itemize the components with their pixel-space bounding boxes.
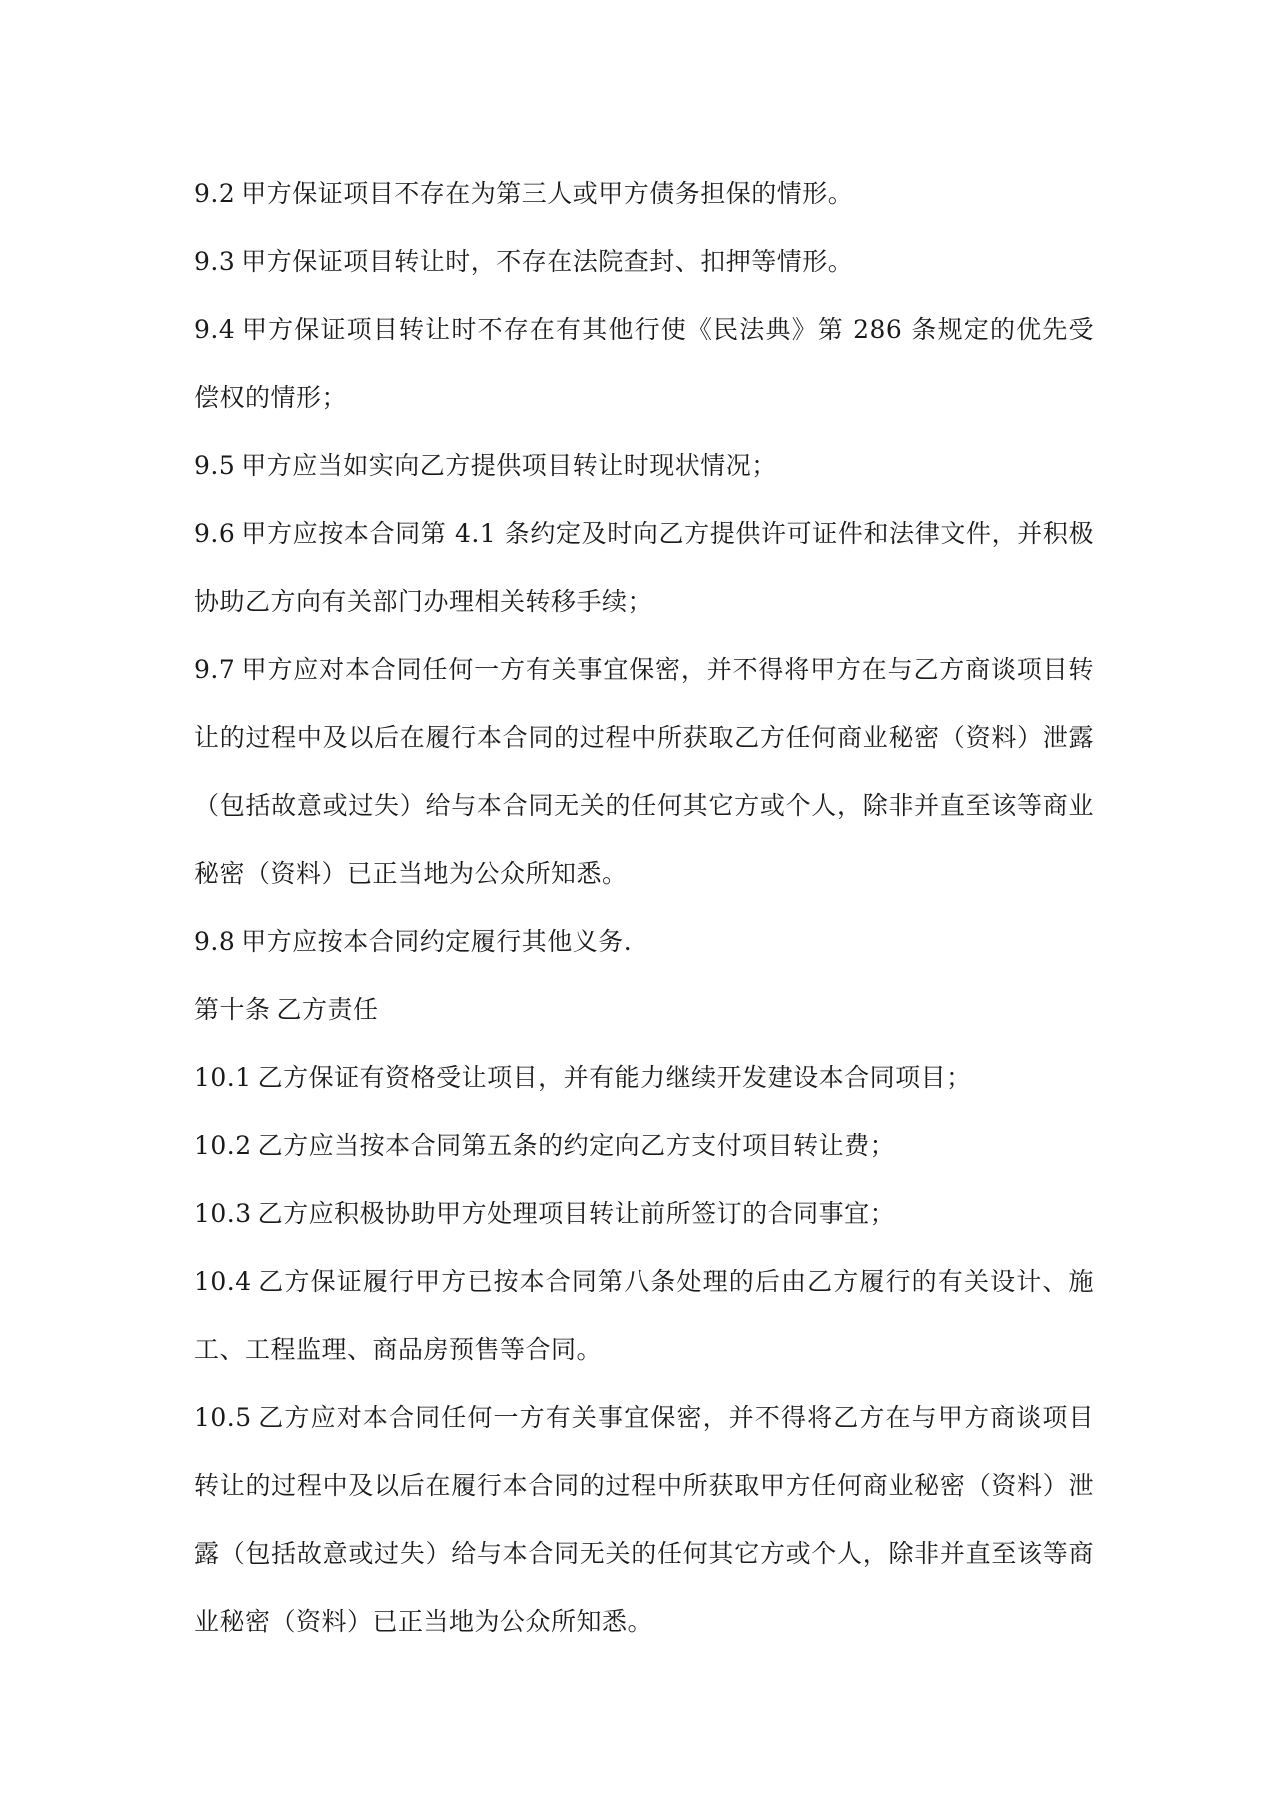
clause-text: 甲方应当如实向乙方提供项目转让时现状情况；	[241, 451, 777, 480]
clause-text: 乙方应当按本合同第五条的约定向乙方支付项目转让费；	[257, 1131, 896, 1160]
clause-10-1	[194, 1044, 1094, 1112]
clause-10-4	[194, 1248, 1094, 1384]
article-title: 乙方责任	[276, 995, 379, 1024]
clause-9-3	[194, 228, 1094, 296]
clause-text: 甲方保证项目不存在为第三人或甲方债务担保的情形。	[241, 179, 854, 208]
clause-9-6	[194, 500, 1094, 636]
clause-text: 乙方保证履行甲方已按本合同第八条处理的后由乙方履行的有关设计、施工、工程监理、商品房预售等合同。	[194, 1267, 1094, 1364]
clause-number: 9.8	[194, 927, 236, 956]
clause-text: 甲方保证项目转让时，不存在法院查封、扣押等情形。	[241, 247, 854, 276]
clause-number: 9.3	[194, 247, 236, 276]
clause-number: 9.6	[194, 519, 236, 548]
clause-10-5	[194, 1384, 1094, 1656]
clause-number: 10.4	[194, 1267, 252, 1296]
clause-number: 9.2	[194, 179, 236, 208]
clause-9-2	[194, 160, 1094, 228]
clause-9-8	[194, 908, 1094, 976]
clause-text: 甲方保证项目转让时不存在有其他行使《民法典》第 286 条规定的优先受偿权的情形；	[194, 315, 1094, 412]
clause-number: 10.1	[194, 1063, 252, 1092]
clause-number: 10.2	[194, 1131, 252, 1160]
clause-text: 乙方保证有资格受让项目，并有能力继续开发建设本合同项目；	[257, 1063, 972, 1092]
clause-text: 甲方应按本合同第 4.1 条约定及时向乙方提供许可证件和法律文件，并积极协助乙方向有关部门办理相关转移手续；	[194, 519, 1094, 616]
article-number: 第十条	[194, 995, 271, 1024]
clause-9-5	[194, 432, 1094, 500]
clause-9-7	[194, 636, 1094, 908]
clause-number: 10.5	[194, 1403, 252, 1432]
clause-number: 9.7	[194, 655, 236, 684]
clause-text: 乙方应对本合同任何一方有关事宜保密，并不得将乙方在与甲方商谈项目转让的过程中及以后在履行本合同的过程中所获取甲方任何商业秘密（资料）泄露（包括故意或过失）给与本合同无关的任何其它方或个人，除非并直至该等商业秘密（资料）已正当地为公众所知悉。	[194, 1403, 1094, 1636]
clause-text: 甲方应对本合同任何一方有关事宜保密，并不得将甲方在与乙方商谈项目转让的过程中及以后在履行本合同的过程中所获取乙方任何商业秘密（资料）泄露（包括故意或过失）给与本合同无关的任何其它方或个人，除非并直至该等商业秘密（资料）已正当地为公众所知悉。	[194, 655, 1094, 888]
article-10-heading	[194, 976, 1094, 1044]
document-body	[194, 160, 1094, 1656]
clause-text: 乙方应积极协助甲方处理项目转让前所签订的合同事宜；	[257, 1199, 896, 1228]
clause-number: 10.3	[194, 1199, 252, 1228]
clause-9-4	[194, 296, 1094, 432]
clause-number: 9.4	[194, 315, 236, 344]
clause-text: 甲方应按本合同约定履行其他义务.	[241, 927, 633, 956]
clause-10-3	[194, 1180, 1094, 1248]
clause-10-2	[194, 1112, 1094, 1180]
clause-number: 9.5	[194, 451, 236, 480]
